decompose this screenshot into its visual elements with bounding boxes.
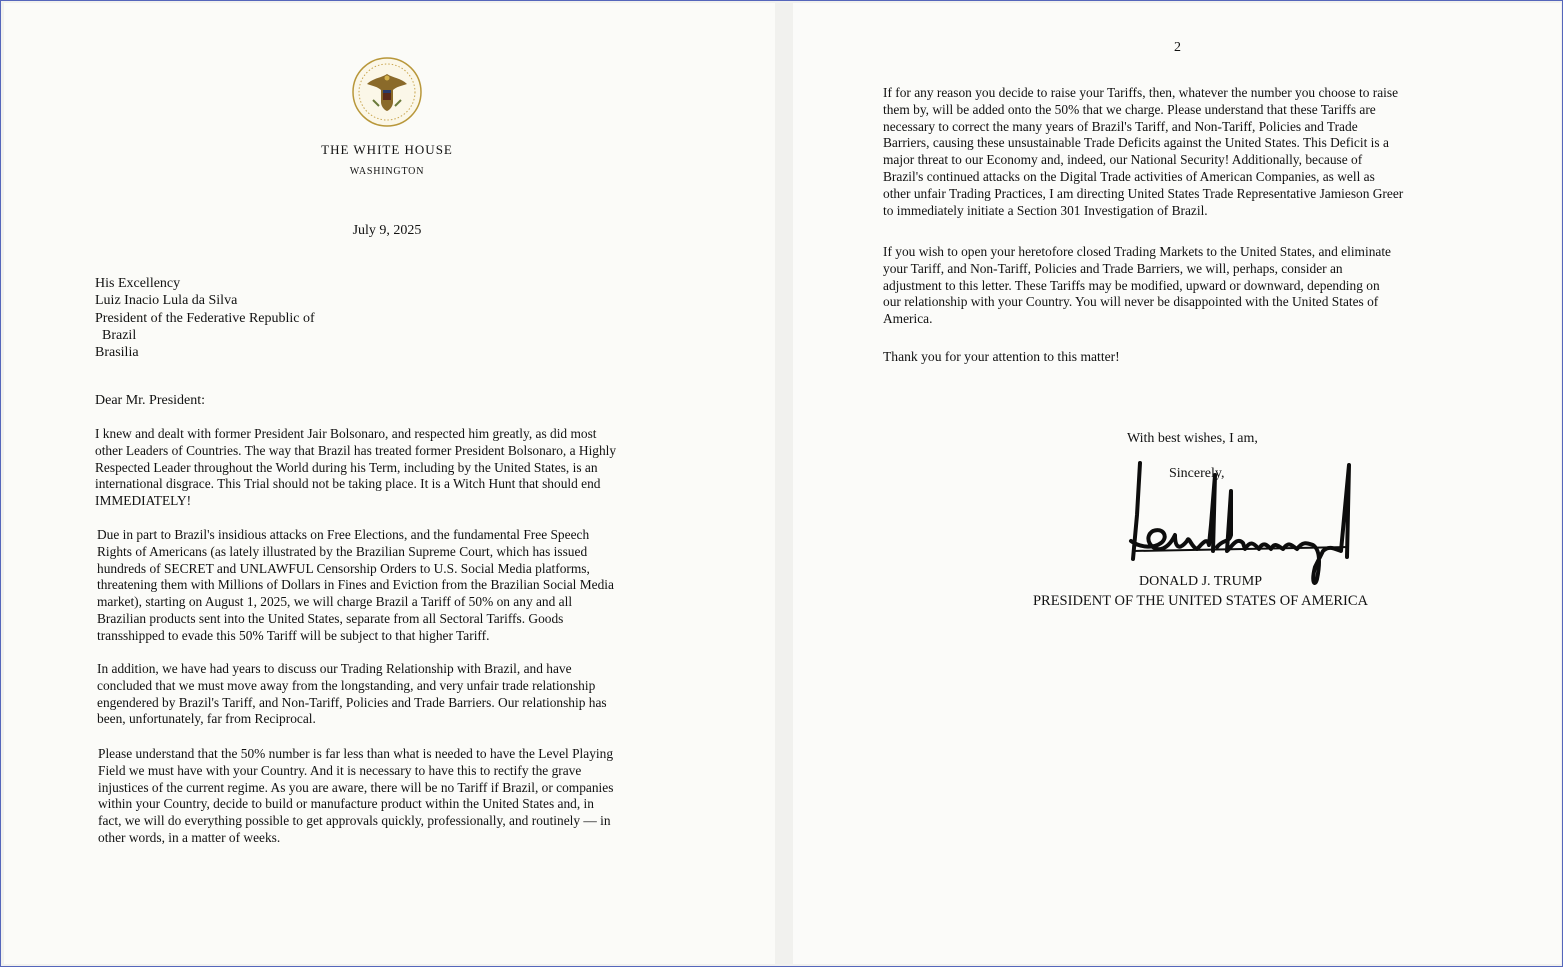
text-line: to immediately initiate a Section 301 Investigation of Brazil. — [883, 202, 1208, 218]
text-line: injustices of the current regime. As you are aware, there will be no Tariff if Brazil, or companies — [98, 779, 614, 795]
body-paragraph — [95, 426, 695, 510]
letterhead-city: WASHINGTON — [349, 166, 425, 177]
text-line: been, unfortunately, far from Reciprocal. — [97, 711, 316, 727]
closing-line: With best wishes, I am, — [1127, 431, 1258, 446]
thanks-line: Thank you for your attention to this matter! — [883, 349, 1120, 364]
recipient-address — [95, 275, 315, 361]
text-line: concluded that we must move away from the longstanding, and very unfair trade relationship — [97, 677, 596, 693]
text-line: If you wish to open your heretofore closed Trading Markets to the United States, and eliminate — [883, 244, 1391, 259]
text-line: necessary to correct the many years of Brazil's Tariff, and Non-Tariff, Policies and Trade — [883, 118, 1358, 134]
text-line: transshipped to evade this 50% Tariff will be subject to that higher Tariff. — [97, 627, 490, 643]
body-paragraph — [883, 85, 1483, 219]
text-line: major threat to our Economy and, indeed, our National Security! Additionally, because of — [883, 152, 1363, 168]
address-line: Brasilia — [95, 345, 139, 361]
text-line: your Tariff, and Non-Tariff, Policies and Trade Barriers, we will, perhaps, consider an — [883, 260, 1343, 276]
text-line: other Leaders of Countries. The way that Brazil has treated former President Bolsonaro, a Highly — [95, 442, 617, 458]
text-line: Barriers, causing these unsustainable Trade Deficits against the United States. This Deficit is a — [883, 135, 1389, 151]
text-line: Rights of Americans (as lately illustrated by the Brazilian Supreme Court, which has issued — [97, 543, 588, 559]
page-number: 2 — [1174, 40, 1181, 55]
text-line: fact, we will do everything possible to get approvals quickly, professionally, and routinely — in — [98, 813, 611, 829]
text-line: other unfair Trading Practices, I am directing United States Trade Representative Jamieson Greer — [883, 185, 1404, 201]
letterhead-title: THE WHITE HOUSE — [321, 142, 453, 157]
text-line: Brazil's continued attacks on the Digital Trade activities of American Companies, as well as — [883, 168, 1375, 184]
text-line: IMMEDIATELY! — [95, 493, 192, 509]
salutation: Dear Mr. President: — [95, 393, 206, 408]
text-line: within your Country, decide to build or manufacture product within the United States and, in — [98, 796, 594, 812]
text-line: threatening them with Millions of Dollars in Fines and Eviction from the Brazilian Social Media — [97, 577, 614, 593]
text-line: I knew and dealt with former President Jair Bolsonaro, and respected him greatly, as did most — [95, 426, 597, 441]
text-line: Due in part to Brazil's insidious attacks on Free Elections, and the fundamental Free Speech — [97, 527, 590, 542]
signer-title: PRESIDENT OF THE UNITED STATES OF AMERICA — [1032, 593, 1369, 609]
letter-page-1 — [4, 3, 775, 964]
address-line: President of the Federative Republic of — [95, 310, 315, 326]
text-line: engendered by Brazil's Tariff, and Non-Tariff, Policies and Trade Barriers. Our relationship has — [97, 694, 607, 710]
presidential-seal-icon — [351, 56, 423, 128]
body-paragraph — [883, 244, 1483, 328]
body-paragraph — [97, 661, 697, 728]
sincerely-line: Sincerely, — [1169, 466, 1225, 481]
text-line: market), starting on August 1, 2025, we will charge Brazil a Tariff of 50% on any and all — [97, 594, 573, 610]
body-paragraph — [98, 746, 698, 847]
address-line: Brazil — [102, 327, 137, 343]
body-paragraph — [97, 527, 697, 645]
text-line: If for any reason you decide to raise your Tariffs, then, whatever the number you choose to raise — [883, 85, 1399, 100]
text-line: Field we must have with your Country. And it is necessary to have this to rectify the grave — [98, 762, 582, 778]
letter-date: July 9, 2025 — [352, 223, 422, 238]
text-line: Brazilian products sent into the United States, separate from all Sectoral Tariffs. Goods — [97, 610, 564, 626]
text-line: other words, in a matter of weeks. — [98, 829, 281, 845]
text-line: international disgrace. This Trial should not be taking place. It is a Witch Hunt that should end — [95, 476, 601, 492]
text-line: hundreds of SECRET and UNLAWFUL Censorship Orders to U.S. Social Media platforms, — [97, 560, 590, 576]
signer-name: DONALD J. TRUMP — [1138, 574, 1263, 589]
address-line: His Excellency — [95, 276, 181, 291]
address-line: Luiz Inacio Lula da Silva — [95, 293, 238, 309]
text-line: them by, will be added onto the 50% that we charge. Please understand that these Tariffs are — [883, 101, 1376, 117]
text-line: In addition, we have had years to discuss our Trading Relationship with Brazil, and have — [97, 661, 572, 676]
text-line: our relationship with your Country. You will never be disappointed with the United States of — [883, 294, 1379, 310]
text-line: Please understand that the 50% number is far less than what is needed to have the Level Playing — [98, 746, 614, 761]
text-line: America. — [883, 311, 933, 327]
letter-page-2 — [793, 3, 1561, 964]
text-line: Respected Leader throughout the World during his Term, including by the United States, is an — [95, 459, 598, 475]
text-line: adjustment to this letter. These Tariffs may be modified, upward or downward, depending on — [883, 277, 1380, 293]
